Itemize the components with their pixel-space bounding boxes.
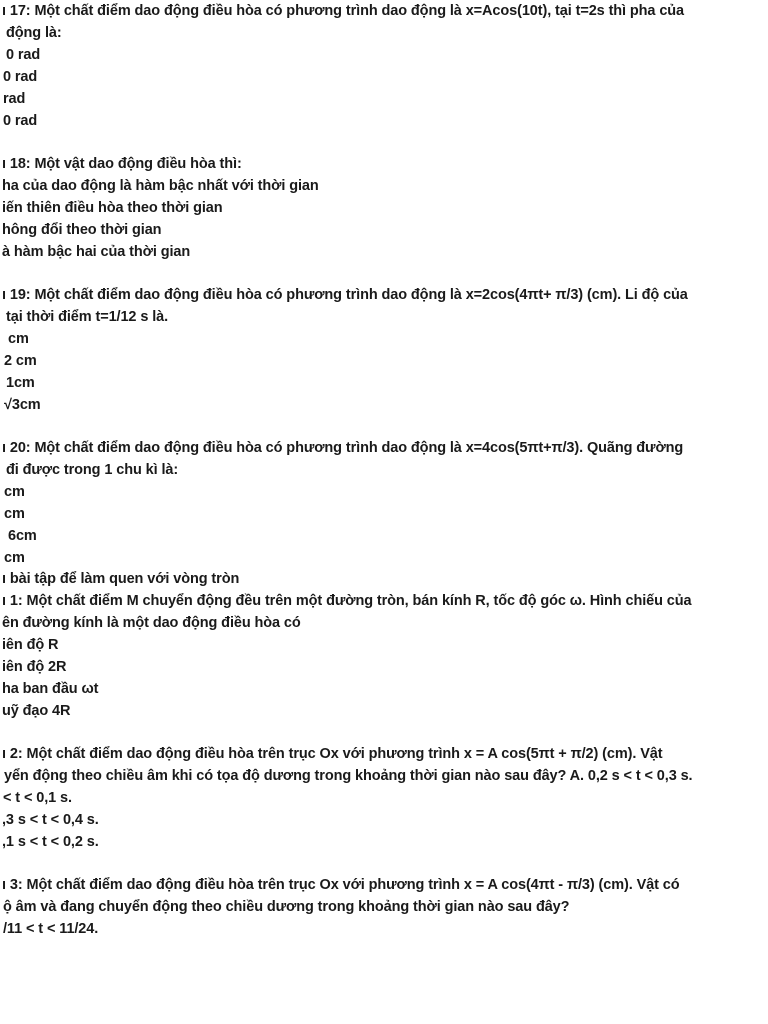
option-b: iến thiên điều hòa theo thời gian [2, 200, 223, 216]
exercise-2-text: ı 2: Một chất điểm dao động điều hòa trên trục Ox với phương trình x = A cos(5πt + π/2) (cm). Vật [2, 746, 663, 762]
option-c: 6cm [8, 528, 37, 544]
option-b: iên độ 2R [2, 659, 67, 675]
question-20-text: ı 20: Một chất điểm dao động điều hòa có phương trình dao động là x=4cos(5πt+π/3). Quãng đường [2, 440, 684, 456]
option-b: cm [4, 506, 25, 522]
option-c: ,3 s < t < 0,4 s. [2, 812, 99, 828]
option-a: iên độ R [2, 637, 59, 653]
option-a: 0 rad [6, 47, 41, 63]
exercise-1-text-cont: ên đường kính là một dao động điều hòa có [2, 615, 301, 631]
question-17-text-cont: động là: [6, 25, 62, 41]
option-d: 0 rad [3, 113, 38, 129]
option-a: /11 < t < 11/24. [3, 921, 99, 937]
exercise-2-text-cont: yển động theo chiều âm khi có tọa độ dương trong khoảng thời gian nào sau đây? A. 0,2 s < t < 0,3 s. [4, 768, 693, 784]
exercise-1-text: ı 1: Một chất điểm M chuyển động đều trên một đường tròn, bán kính R, tốc độ góc ω. Hình chiếu của [2, 593, 692, 609]
option-a: cm [8, 331, 29, 347]
question-19-text-cont: tại thời điểm t=1/12 s là. [6, 309, 169, 325]
section-heading: ı bài tập để làm quen với vòng tròn [2, 571, 240, 587]
option-c: rad [3, 91, 26, 107]
option-c: hông đổi theo thời gian [2, 222, 162, 238]
exercise-3-text: ı 3: Một chất điểm dao động điều hòa trên trục Ox với phương trình x = A cos(4πt - π/3) (cm). Vật có [2, 877, 680, 893]
option-a: cm [4, 484, 25, 500]
option-a: ha của dao động là hàm bậc nhất với thời gian [2, 178, 319, 194]
option-d: ,1 s < t < 0,2 s. [2, 834, 99, 850]
option-d: cm [4, 550, 25, 566]
exercise-3-text-cont: ộ âm và đang chuyển động theo chiều dương trong khoảng thời gian nào sau đây? [3, 899, 570, 915]
question-18-text: ı 18: Một vật dao động điều hòa thì: [2, 156, 242, 172]
question-20-text-cont: đi được trong 1 chu kì là: [6, 462, 179, 478]
option-b: 0 rad [3, 69, 38, 85]
question-17-text: ı 17: Một chất điểm dao động điều hòa có phương trình dao động là x=Acos(10t), tại t=2s thì pha của [2, 3, 685, 19]
option-d: uỹ đạo 4R [2, 703, 71, 719]
option-c: 1cm [6, 375, 35, 391]
option-c: ha ban đầu ωt [2, 681, 99, 697]
option-d: à hàm bậc hai của thời gian [2, 244, 191, 260]
option-b: < t < 0,1 s. [3, 790, 72, 806]
option-d: √3cm [4, 397, 41, 413]
option-b: 2 cm [4, 353, 37, 369]
question-19-text: ı 19: Một chất điểm dao động điều hòa có phương trình dao động là x=2cos(4πt+ π/3) (cm). Li độ của [2, 287, 688, 303]
